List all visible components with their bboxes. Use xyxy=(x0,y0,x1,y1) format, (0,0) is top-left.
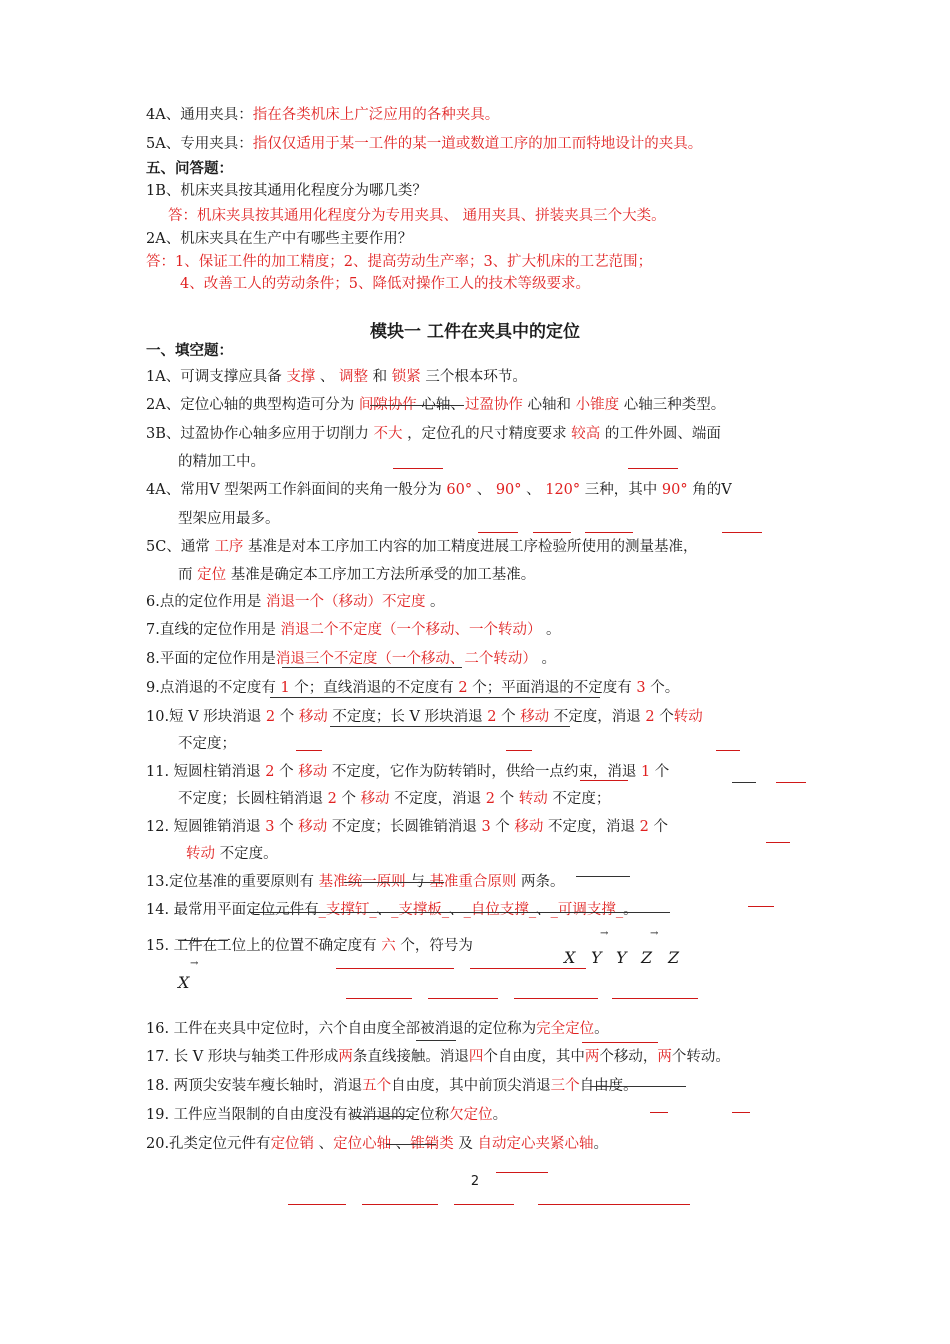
strike xyxy=(386,1144,436,1145)
underline xyxy=(776,782,806,783)
answer-2a-line2: 4、改善工人的劳动条件；5、降低对操作工人的技术等级要求。 xyxy=(180,276,590,292)
underline xyxy=(748,906,774,907)
underline xyxy=(732,1112,750,1113)
fill-3b: 3B、过盈协作心轴多应用于切削力 不大 ，定位孔的尺寸精度要求 较高 的工件外圆、端面 xyxy=(146,426,721,442)
vector-arrow: → xyxy=(190,958,199,969)
fill-14: 14. 最常用平面定位元件有_支撑钉_、_支撑板_、_自位支撑_、_可调支撑_。 xyxy=(146,902,638,918)
underline xyxy=(506,750,532,751)
underline xyxy=(766,842,790,843)
term-4a: 4A、通用夹具：指在各类机床上广泛应用的各种夹具。 xyxy=(146,107,500,123)
fill-5c-cont: 而 定位 基准是确定本工序加工方法所承受的加工基准。 xyxy=(178,567,536,583)
strike xyxy=(330,726,570,727)
symbol-z-move: Z xyxy=(641,948,653,967)
underline xyxy=(582,1042,658,1043)
symbol-z-rot: Z xyxy=(668,948,680,967)
fill-10: 10.短 V 形块消退 2 个 移动 不定度；长 V 形块消退 2 个 移动 不定度，消退 2 个转动 xyxy=(146,709,703,725)
underline xyxy=(538,1204,690,1205)
strike xyxy=(576,876,630,877)
section-heading-qa: 五、问答题： xyxy=(146,160,233,177)
section-heading-fill: 一、填空题： xyxy=(146,342,233,359)
question-2a: 2A、机床夹具在生产中有哪些主要作用？ xyxy=(146,231,413,247)
fill-16: 16. 工件在夹具中定位时，六个自由度全部被消退的定位称为完全定位。 xyxy=(146,1021,609,1037)
term-5a: 5A、专用夹具：指仅仅适用于某一工件的某一道或数道工序的加工而特地设计的夹具。 xyxy=(146,136,703,152)
fill-9: 9.点消退的不定度有 1 个；直线消退的不定度有 2 个；平面消退的不定度有 3 个。 xyxy=(146,680,680,696)
symbol-x-move: X xyxy=(178,973,190,992)
question-1b: 1B、机床夹具按其通用化程度分为哪几类？ xyxy=(146,183,427,199)
strike xyxy=(250,912,670,913)
underline xyxy=(496,1172,548,1173)
strike xyxy=(370,405,464,406)
fill-2a: 2A、定位心轴的典型构造可分为 间隙协作 心轴、过盈协作 心轴和 小锥度 心轴三种类型。 xyxy=(146,397,726,413)
strike xyxy=(352,1116,412,1117)
symbol-y-move: Y xyxy=(591,948,602,967)
underline xyxy=(428,998,498,999)
underline xyxy=(346,998,412,999)
underline xyxy=(533,532,571,533)
fill-10-cont: 不定度； xyxy=(178,736,236,752)
answer-2a-line1: 答：1、保证工件的加工精度；2、提高劳动生产率；3、扩大机床的工艺范围； xyxy=(146,254,653,270)
underline xyxy=(650,1112,668,1113)
underline xyxy=(478,532,518,533)
fill-11: 11. 短圆柱销消退 2 个 移动 不定度，它作为防转销时，供给一点约束，消退 1 个 xyxy=(146,764,670,780)
strike xyxy=(270,697,600,698)
fill-1a: 1A、可调支撑应具备 支撑 、 调整 和 锁紧 三个根本环节。 xyxy=(146,369,527,385)
underline xyxy=(628,468,678,469)
vector-arrow: → xyxy=(600,928,609,939)
fill-4a-cont: 型架应用最多。 xyxy=(178,511,280,527)
underline xyxy=(612,998,698,999)
underline xyxy=(585,532,633,533)
fill-6: 6.点的定位作用是 消退一个（移动）不定度 。 xyxy=(146,594,445,610)
underline xyxy=(514,998,598,999)
underline xyxy=(393,468,443,469)
page-number: 2 xyxy=(470,1174,480,1189)
answer-1b: 答：机床夹具按其通用化程度分为专用夹具、 通用夹具、拼装夹具三个大类。 xyxy=(168,208,666,224)
fill-11-cont: 不定度；长圆柱销消退 2 个 移动 不定度，消退 2 个 转动 不定度； xyxy=(178,791,611,807)
underline xyxy=(470,968,586,969)
underline xyxy=(362,1204,438,1205)
underline xyxy=(336,968,454,969)
fill-17: 17. 长 V 形块与轴类工件形成两条直线接触。消退四个自由度，其中两个移动，两个转动。 xyxy=(146,1049,730,1065)
underline xyxy=(416,1040,456,1041)
underline xyxy=(288,1204,346,1205)
fill-19: 19. 工件应当限制的自由度没有被消退的定位称欠定位。 xyxy=(146,1107,508,1123)
fill-20: 20.孔类定位元件有定位销 、定位心轴 、锥销类 及 自动定心夹紧心轴。 xyxy=(146,1136,608,1152)
underline xyxy=(722,532,762,533)
underline xyxy=(296,750,322,751)
fill-13: 13.定位基准的重要原则有 基准统一原则 与 基准重合原则 两条。 xyxy=(146,874,565,890)
strike xyxy=(344,882,444,883)
strike xyxy=(178,940,228,941)
fill-4a: 4A、常用V 型架两工作斜面间的夹角一般分为 60° 、 90° 、 120° 三种，其中 90° 角的V xyxy=(146,482,732,498)
vector-arrow: → xyxy=(650,928,659,939)
fill-12-cont: 转动 不定度。 xyxy=(186,846,278,862)
symbol-x-rot: X xyxy=(564,948,576,967)
underline xyxy=(732,782,756,783)
fill-15: 15. 工件在工位上的位置不确定度有 六 个，符号为 xyxy=(146,938,473,954)
fill-12: 12. 短圆锥销消退 3 个 移动 不定度；长圆锥销消退 3 个 移动 不定度，消退 2 个 xyxy=(146,819,668,835)
fill-5c: 5C、通常 工序 基准是对本工序加工内容的加工精度进展工序检验所使用的测量基准， xyxy=(146,539,698,555)
fill-8: 8.平面的定位作用是消退三个不定度（一个移动、二个转动） 。 xyxy=(146,651,556,667)
strike xyxy=(282,667,462,668)
underline xyxy=(716,750,740,751)
fill-18: 18. 两顶尖安装车瘦长轴时，消退五个自由度，其中前顶尖消退三个自由度。 xyxy=(146,1078,638,1094)
fill-3b-cont: 的精加工中。 xyxy=(178,454,265,470)
strike xyxy=(590,1086,686,1087)
underline xyxy=(454,1204,514,1205)
symbol-y-rot: Y xyxy=(616,948,627,967)
underline xyxy=(580,780,628,781)
module-title: 模块一 工件在夹具中的定位 xyxy=(370,322,580,342)
fill-7: 7.直线的定位作用是 消退二个不定度（一个移动、一个转动） 。 xyxy=(146,622,561,638)
